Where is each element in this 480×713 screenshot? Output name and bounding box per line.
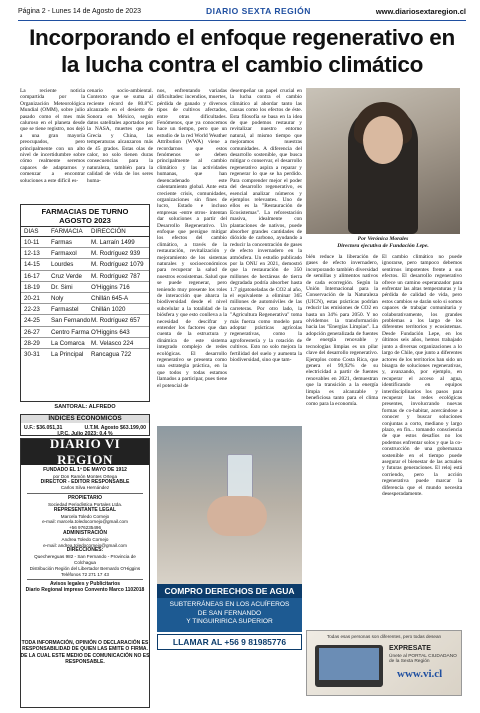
website-link[interactable]: www.diariosextaregion.cl <box>375 6 466 16</box>
indice-utm: U.T.M. Agosto $63.199,00 <box>84 425 146 431</box>
pharmacy-dias-cell: 26-27 <box>24 328 40 336</box>
pharmacy-farmacia-cell: Farmas <box>51 239 72 246</box>
masthead-printer: Diario Regional impreso Convento Marco 1102018 <box>25 587 145 594</box>
pharmacy-dias-cell: 30-31 <box>24 350 40 358</box>
pharmacy-dias-cell: 14-15 <box>24 261 40 269</box>
pharmacy-direccion-cell: M. Rodríguez 657 <box>91 317 141 325</box>
photo-caption <box>306 236 460 250</box>
author-photo <box>306 88 460 234</box>
masthead-owner-label: PROPIETARIO <box>67 495 103 502</box>
article-headline: Incorporando el enfoque regenerativo en la lucha contra el cambio climático <box>29 25 455 77</box>
pharmacy-direccion-cell: O'Higgins 643 <box>91 328 130 336</box>
pharmacy-farmacia-cell: San Fernando <box>51 317 91 325</box>
pharmacy-farmacia-cell: Dr. Simi <box>51 283 73 291</box>
caption-author: Por Verónica Morales <box>357 236 409 242</box>
indice-ipc: I.P.C. Julio 2023: 0,4 % <box>57 431 113 437</box>
masthead-legal-email[interactable]: e-mail: marcela.toledocornejo@gmail.com <box>42 519 128 525</box>
table-row <box>21 304 149 315</box>
pharmacy-title-line1: FARMACIAS DE TURNO <box>41 207 129 216</box>
masthead-admin-label: ADMINISTRACIÓN <box>63 529 107 536</box>
table-row <box>21 259 149 270</box>
banner-expresate: EXPRESATE <box>389 645 431 652</box>
masthead-founded: FUNDADO EL 1º DE MAYO DE 1912 <box>43 467 127 473</box>
table-row <box>21 327 149 338</box>
masthead-admin-email[interactable]: e-mail: andrea.toledocornejo@gmail.com <box>43 542 127 548</box>
pharmacy-header-row <box>21 227 149 237</box>
masthead-owner: Sociedad Periodística Portales Ltda. <box>47 501 123 507</box>
masthead-admin: Andrea Toledo Cornejo <box>61 536 109 542</box>
masthead-founder: por Don Ramón Montes Ortega <box>52 473 118 479</box>
masthead-legal-label: REPRESENTANTE LEGAL <box>53 506 117 513</box>
pharmacy-farmacia-cell: La Comarca <box>51 339 85 347</box>
ad-phone-call[interactable]: LLAMAR AL +56 9 81985776 <box>157 634 302 650</box>
top-rule <box>18 20 466 21</box>
pharmacy-dias-cell: 28-29 <box>24 339 40 347</box>
pharmacy-farmacia-cell: La Principal <box>51 350 84 358</box>
article-column-5: bién reduce la liberación de gases de efecto invernadero, incorporando también diversidad de semillas y alimentos nativos de cada ecorregión. Según la Unión Internacional para la Conservación de la Naturaleza (UICN), estas prácticas podrían reducir las emisiones de CO2 en hasta un 34% para 2050. Y no olvidemos la transformación hacia las "Energías Limpias". La adopción generalizada de fuentes de energía renovable y tecnologías limpias es un pilar clave del desarrollo regenerativo. Ejemplos como Costa Rica, que genera el 99,92% de su electricidad a partir de fuentes renovables en 2021, demuestran que la transición a la energía limpia es alcanzable y beneficiosa tanto para el clima como para la economía. <box>306 254 378 408</box>
banner-website[interactable]: www.vi.cl <box>397 668 443 680</box>
santoral: SANTORAL: ALFREDO <box>54 404 116 410</box>
masthead-director: Carlos Silva Hernández <box>60 485 110 491</box>
masthead-legal: Marcela Toledo Cornejo <box>60 513 110 519</box>
photo-face <box>363 116 403 164</box>
pharmacy-dias-cell: 12-13 <box>24 250 40 258</box>
table-row <box>21 349 149 360</box>
ad-sub-line3: Y TINGUIRIRICA SUPERIOR <box>186 618 273 626</box>
indice-uf: U.F.: $36.051,31 <box>24 425 63 431</box>
table-row <box>21 248 149 259</box>
banner-tagline: Todas esas personas son diferentes, pero todas desean <box>326 634 442 639</box>
pharmacy-direccion-cell: M. Rodríguez 1079 <box>91 261 144 269</box>
pharmacy-direccion-cell: M. Velasco 224 <box>91 339 134 347</box>
header-dias: DIAS <box>24 228 39 235</box>
portal-banner-ad[interactable] <box>306 630 462 696</box>
pharmacy-dias-cell: 10-11 <box>24 239 40 246</box>
pharmacy-farmacia-cell: Lourdes <box>51 261 74 269</box>
table-row <box>21 315 149 326</box>
table-row <box>21 282 149 293</box>
ad-title: COMPRO DERECHOS DE AGUA <box>157 584 302 598</box>
masthead-divider <box>27 493 143 494</box>
pharmacy-farmacia-cell: Centro Farma <box>51 328 90 336</box>
table-row <box>21 271 149 282</box>
pharmacy-direccion-cell: Chillán 1020 <box>91 306 126 314</box>
masthead-address-1: Quechereguas 982 - San Fernando - Provincia de Colchagua <box>34 554 136 565</box>
pharmacy-direccion-cell: M. Larraín 1499 <box>91 239 135 246</box>
hand-shape <box>207 496 267 536</box>
ad-sub-line1: SUBTERRÁNEAS EN LOS ACUÍFEROS <box>169 601 290 608</box>
article-column-4: desempeñar un papel crucial en la lucha contra el cambio climático al abordar tanto las causas como los efectos de éste. Esta filosofía se basa en la idea de que podemos restaurar y revitalizar nuestro entorno natural, al mismo tiempo que mejoramos nuestras comunidades. A diferencia del desarrollo sostenible, que busca mitigar o conservar, el desarrollo regenerativo aspira a reparar y regenerar lo que se ha perdido. Para comprender mejor el poder del desarrollo regenerativo, es esencial analizar números y ejemplos relevantes. Uno de ellos es la "Restauración de Ecosistemas". La reforestación masiva, idealmente con plantaciones de nativos, puede absorber grandes cantidades de dióxido de carbono, ayudando a reducir la concentración de gases de efecto invernadero en la atmósfera. Un estudio publicado por la ONU en 2021, demostró que la restauración de 350 millones de hectáreas de tierra degradada podría absorber hasta 1.7 gigatoneladas de CO2 al año, el equivalente a eliminar 365 millones de automóviles de las carreteras. Por otro lado, la "Agricultura Regenerativa" toma más fuerza como modelo para adoptar prácticas agrícolas regenerativas, como la agroforestería y la rotación de cultivos. Esto no solo mejora la fertilidad del suelo y aumenta la biodiversidad, sino que tam- <box>230 88 302 364</box>
economic-indices <box>20 414 150 436</box>
page-date: Página 2 - Lunes 14 de Agosto de 2023 <box>18 7 141 15</box>
banner-portal-text: Únete al PORTAL CIUDADANO de la Sexta Región <box>389 654 457 664</box>
header-direccion: DIRECCIÓN <box>91 228 126 235</box>
masthead-director-label: DIRECTOR - EDITOR RESPONSABLE <box>40 478 130 485</box>
pharmacy-direccion-cell: Rancagua 722 <box>91 350 132 358</box>
pharmacy-direccion-cell: M. Rodríguez 787 <box>91 272 141 280</box>
table-row <box>21 293 149 304</box>
masthead-address-3: Teléfonos 72 271 17 43 <box>61 571 109 577</box>
pharmacy-direccion-cell: O'Higgins 716 <box>91 283 130 291</box>
ad-water-photo <box>157 426 302 584</box>
pharmacy-dias-cell: 24-25 <box>24 317 40 325</box>
ad-subtitle <box>157 598 302 632</box>
masthead-divider-2 <box>27 579 143 580</box>
masthead-address-label: DIRECCIONES: <box>66 547 104 554</box>
article-column-2: cenario socio-ambiental. Contexto que se suma al reciente récord de 80.8°C alcanzado en el desierto de Sonora en México, según datos satelitales aportados por la NASA, muertes que en Grecia y China, las temperaturas alcanzaron más de 45 grados. Estas olas de calor, no solo tienen duras consecuencias para la naturaleza, también para la calidad de vida de los seres huma- <box>87 88 153 184</box>
pharmacy-title-line2: AGOSTO 2023 <box>59 216 111 225</box>
masthead-box <box>20 438 150 708</box>
pharmacy-farmacia-cell: Farmastel <box>51 306 79 314</box>
pharmacy-dias-cell: 18-19 <box>24 283 40 291</box>
masthead-ads-label: Avisos legales y Publicitarios <box>49 581 121 588</box>
pharmacy-dias-cell: 20-21 <box>24 294 40 302</box>
table-row <box>21 237 149 248</box>
article-column-3: nos, enfrentando variadas dificultades: incendios, muertes, pérdida de ganado y diversos tipos de cultivos afectados, entre otras dificultades. Fenómenos, que ya conocemos hace un tiempo, pero que un estudio de la red World Weather Attribution (WWA) viene a recordarnos que estos fenómenos se deben principalmente al cambio climático y las actividades humanas, que han desencadenado este calentamiento global. Ante esta creciente crisis, comunidades, organizaciones sin fines de lucro, Estado e incluso empresas -entre otros- intentan dar soluciones a partir del Desarrollo Regenerativo. Un enfoque que persigue mitigar los efectos del cambio climático, a través de la restauración, revitalización y mejoramiento de los sistemas naturales y socioeconómicos para recuperar la salud de nuestros ecosistemas. Salud que se puede regenerar, pero teniendo muy presente los roles de interacción que abarca la biodiversidad desde el nivel subcelular a la totalidad de la biósfera y que esto conlleva a la necesidad de descifrar y entender los factores que dan cuenta de la estructura y dinámica de este sistema integrado complejo de redes ecológicas. El desarrollo regenerativo se presenta como una estrategia práctica, en la que todos y todas estamos llamados a participar, pues tiene el potencial de <box>157 88 227 389</box>
pharmacy-farmacia-cell: Farmaxol <box>51 250 77 258</box>
indices-title: ÍNDICES ECONÓMICOS <box>21 415 149 423</box>
ad-sub-line2: DE SAN FERNANDO <box>197 609 262 617</box>
pharmacy-dias-cell: 16-17 <box>24 272 40 280</box>
laptop-screen-icon <box>319 648 379 680</box>
pharmacy-title <box>21 205 149 227</box>
article-column-6: El cambio climático no puede ignorarse, pero tampoco debemos sentirnos impotentes frente a sus efectos. El desarrollo regenerativo ofrece un camino esperanzador para enfrentar las altas temperaturas y la pérdida de calidad de vida, pero estos cambios se darán solo si somos capaces de trabajar comunitaria y colaborativamente, los grandes problemas a los largo de los diferentes territorios y ecosistemas. Desde Fundación Lepe, en los últimos seis años, hemos trabajado junto a diversas organizaciones a lo largo de Chile, que junto a diferentes actores de los territorios han sido un bisagra de soluciones regenerativas, y, avanzando, por ejemplo, en recuperar el acceso al agua, identificando en equipos interdisciplinarios los pasos para recuperar las redes ecológicas presentes, involucrando nuevas formas de co-habitar, acercándose a conocer y buscar soluciones conjuntas a corto, mediano y largo plazo, en fin... tomando consciencia de que estos desafíos no los podemos enfrentar solos y que la co-construcción de una gobernanza sostenible en el tiempo puede asegurar el bienestar de las actuales y futuras generaciones. El reloj está corriendo, pero la acción regenerativa puede marcar la diferencia que el mundo necesita desesperadamente. <box>382 254 462 498</box>
pharmacy-rows <box>21 237 149 360</box>
pharmacy-direccion-cell: Chillán 645-A <box>91 294 129 302</box>
table-row <box>21 338 149 349</box>
pharmacy-dias-cell: 22-23 <box>24 306 40 314</box>
article-column-1: La reciente noticia compartida por la Organización Meteorológica Mundial (OMM), sobre julio pasado como el mes más caluroso en el planeta desde que se tiene registro, nos dejó a una gran mayoría preocupados, pero principalmente con un alto nivel de incertidumbre sobre cómo realmente seremos capaces de adaptarnos y comenzar a encontrar soluciones a este difícil es- <box>20 88 85 184</box>
caption-role: Directora ejecutiva de Fundación Lepe. <box>337 242 429 249</box>
responsibility-notice: TODA INFORMACIÓN, OPINIÓN O DECLARACIÓN ES RESPONSABILIDAD DE QUIEN LAS EMITE O FIRMA. DE LA CUAL ESTE MEDIO DE COMUNICACIÓN NO ES RESPONSABLE. <box>20 640 150 666</box>
masthead-legal-phone: +56 976235496 <box>68 525 102 531</box>
pharmacy-table <box>20 204 150 402</box>
masthead-address-2: Distribución Región del Libertador Bernardo O'Higgins <box>29 565 141 571</box>
pharmacy-farmacia-cell: Noly <box>51 294 64 302</box>
header-farmacia: FARMACIA <box>51 228 83 235</box>
top-bar <box>18 4 466 18</box>
masthead-logo: DIARIO VI REGION <box>21 439 149 465</box>
pharmacy-farmacia-cell: Cruz Verde <box>51 272 82 280</box>
publication-name: DIARIO SEXTA REGIÓN <box>205 6 311 16</box>
pharmacy-direccion-cell: M. Rodríguez 939 <box>91 250 141 258</box>
